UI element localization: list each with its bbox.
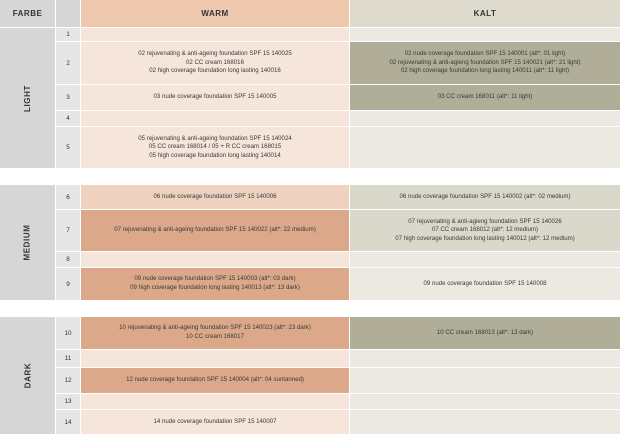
warm-shade-cell <box>81 42 349 84</box>
group-label-light <box>0 28 55 168</box>
row-number: 11 <box>56 350 80 367</box>
warm-shade-cell <box>81 210 349 251</box>
row-number: 3 <box>56 85 80 110</box>
product-line: 03 nude coverage foundation SPF 15 140005 <box>153 93 277 101</box>
product-line: 09 nude coverage foundation SPF 15 140003 (alt*: 03 dark) <box>134 275 296 283</box>
warm-shade-cell <box>81 368 349 393</box>
product-line: 14 nude coverage foundation SPF 15 140007 <box>153 417 277 425</box>
group-label-medium <box>0 185 55 300</box>
row-number: 7 <box>56 210 80 251</box>
row-number: 2 <box>56 42 80 84</box>
warm-shade-cell <box>81 127 349 168</box>
product-line: 03 CC cream 168011 (alt*: 11 light) <box>437 93 533 101</box>
warm-shade-cell <box>81 185 349 209</box>
product-line: 05 CC cream 168014 / 05 + R CC cream 168015 <box>148 143 282 151</box>
cool-shade-cell <box>350 42 620 84</box>
product-line: 05 rejuvenating & anti-ageing foundation SPF 15 140024 <box>138 134 292 142</box>
group-label-text: LIGHT <box>23 84 32 112</box>
cool-shade-cell <box>350 368 620 393</box>
product-line: 10 CC cream 168017 <box>186 333 244 340</box>
warm-shade-cell <box>81 350 349 367</box>
product-line: 06 nude coverage foundation SPF 15 140002 (alt*: 02 medium) <box>399 192 571 200</box>
product-line: 02 rejuvenating & anti-agieng foundation SPF 15 140021 (alt*: 21 light) <box>389 58 581 66</box>
row-number: 12 <box>56 368 80 393</box>
product-line: 09 high coverage foundation long lasting 140013 (alt*: 13 dark) <box>130 284 300 291</box>
row-number: 6 <box>56 185 80 209</box>
product-line: 02 CC cream 168016 <box>186 58 244 66</box>
cool-shade-cell <box>350 252 620 267</box>
product-line: 12 nude coverage foundation SPF 15 140004 (alt*: 04 suntanned) <box>126 376 304 384</box>
product-line: 07 CC cream 168012 (alt*: 12 medium) <box>431 226 538 234</box>
warm-shade-cell <box>81 410 349 434</box>
cool-shade-cell <box>350 317 620 349</box>
warm-shade-cell <box>81 394 349 409</box>
header-farbe: FARBE <box>0 0 55 27</box>
product-line: 02 rejuvenating & anti-ageing foundation SPF 15 140025 <box>138 50 292 58</box>
row-number: 13 <box>56 394 80 409</box>
row-number: 8 <box>56 252 80 267</box>
product-line: 02 nude coverage foundation SPF 15 140001 (alt*: 01 light) <box>404 50 566 58</box>
cool-shade-cell <box>350 350 620 367</box>
product-line: 07 rejuvenating & anti-ageing foundation SPF 15 140022 (alt*: 22 medium) <box>114 226 316 234</box>
warm-shade-cell <box>81 111 349 126</box>
product-line: 07 high coverage foundation long lasting 140012 (alt*: 12 medium) <box>395 234 575 242</box>
row-number: 14 <box>56 410 80 434</box>
header-kalt: KALT <box>350 0 620 27</box>
warm-shade-cell <box>81 28 349 41</box>
header-number-column <box>56 0 80 27</box>
warm-shade-cell <box>81 252 349 267</box>
row-number: 4 <box>56 111 80 126</box>
row-number: 10 <box>56 317 80 349</box>
warm-shade-cell <box>81 85 349 110</box>
group-label-text: MEDIUM <box>22 224 32 261</box>
row-number: 5 <box>56 127 80 168</box>
cool-shade-cell <box>350 394 620 409</box>
row-number: 9 <box>56 268 80 300</box>
cool-shade-cell <box>350 28 620 41</box>
cool-shade-cell <box>350 185 620 209</box>
warm-shade-cell <box>81 268 349 300</box>
group-label-dark <box>0 317 55 434</box>
cool-shade-cell <box>350 127 620 168</box>
group-label-text: DARK <box>22 362 32 389</box>
product-line: 02 high coverage foundation long lasting 140011 (alt*: 11 light) <box>400 67 570 75</box>
product-line: 05 high coverage foundation long lasting 140014 <box>149 151 281 159</box>
product-line: 02 high coverage foundation long lasting 140016 <box>149 67 281 75</box>
header-warm: WARM <box>81 0 349 27</box>
cool-shade-cell <box>350 85 620 110</box>
cool-shade-cell <box>350 210 620 251</box>
cool-shade-cell <box>350 111 620 126</box>
product-line: 07 rejuvenating & anti-agieng foundation SPF 15 140026 <box>408 217 562 225</box>
product-line: 10 CC cream 168013 (alt*: 13 dark) <box>436 328 534 336</box>
warm-shade-cell <box>81 317 349 349</box>
product-line: 09 nude coverage foundation SPF 15 140008 <box>423 279 547 287</box>
product-line: 10 rejuvenating & anti-ageing foundation SPF 15 140023 (alt*: 23 dark) <box>119 324 311 332</box>
row-number: 1 <box>56 28 80 41</box>
cool-shade-cell <box>350 410 620 434</box>
cool-shade-cell <box>350 268 620 300</box>
product-line: 06 nude coverage foundation SPF 15 140006 <box>153 192 277 200</box>
